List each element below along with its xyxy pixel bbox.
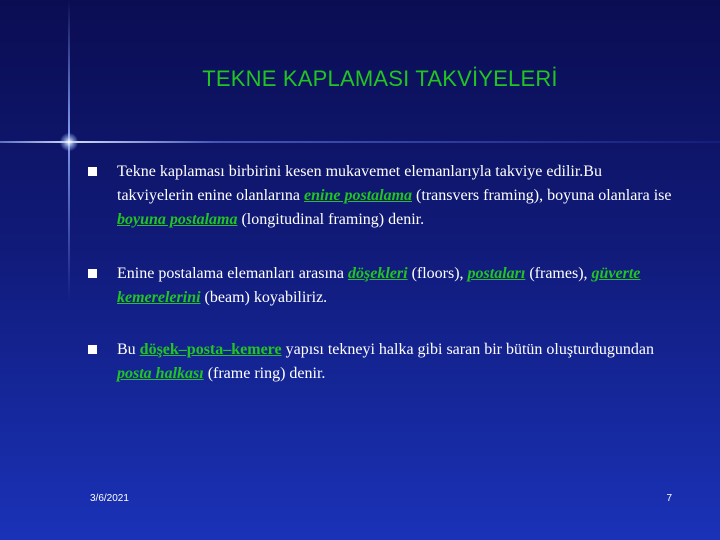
text-run: Tekne kaplaması birbirini kesen mukavemet elemanlarıyla takviye edilir.Bu takviyelerin enine olanlarına: [117, 163, 602, 204]
slide-title: TEKNE KAPLAMASI TAKVİYELERİ: [202, 66, 558, 91]
text-run: Bu: [117, 341, 140, 358]
highlight-term: döşek–posta–kemere: [139, 341, 282, 358]
page-number: 7: [666, 493, 672, 504]
square-bullet-icon: [88, 167, 97, 176]
bullet-item: [88, 262, 678, 310]
text-run: (floors),: [407, 265, 468, 282]
bullet-item: [88, 160, 678, 232]
decorative-sparkle-icon: [60, 133, 78, 151]
text-run: yapısı tekneyi halka gibi saran bir bütün oluşturdugundan: [281, 341, 654, 358]
decorative-horizontal-line: [0, 141, 720, 143]
text-run: Enine postalama elemanları arasına: [117, 265, 349, 282]
highlight-term: döşekleri: [348, 265, 408, 282]
bullet-list: [88, 160, 678, 412]
bullet-item: [88, 338, 678, 386]
highlight-term: güverte kemerelerini: [117, 265, 641, 306]
bullet-text: [117, 160, 678, 232]
highlight-term: postaları: [467, 265, 526, 282]
footer-date: 3/6/2021: [90, 493, 129, 504]
highlight-term: boyuna postalama: [117, 211, 238, 228]
highlight-term: enine postalama: [304, 187, 413, 204]
bullet-text: [117, 262, 678, 310]
text-run: (frames),: [525, 265, 592, 282]
text-run: (transvers framing), boyuna olanlara ise: [412, 187, 672, 204]
text-run: (frame ring) denir.: [203, 365, 326, 382]
bullet-text: [117, 338, 678, 386]
square-bullet-icon: [88, 345, 97, 354]
text-run: (longitudinal framing) denir.: [237, 211, 425, 228]
square-bullet-icon: [88, 269, 97, 278]
highlight-term: posta halkası: [117, 365, 204, 382]
text-run: (beam) koyabiliriz.: [200, 289, 328, 306]
